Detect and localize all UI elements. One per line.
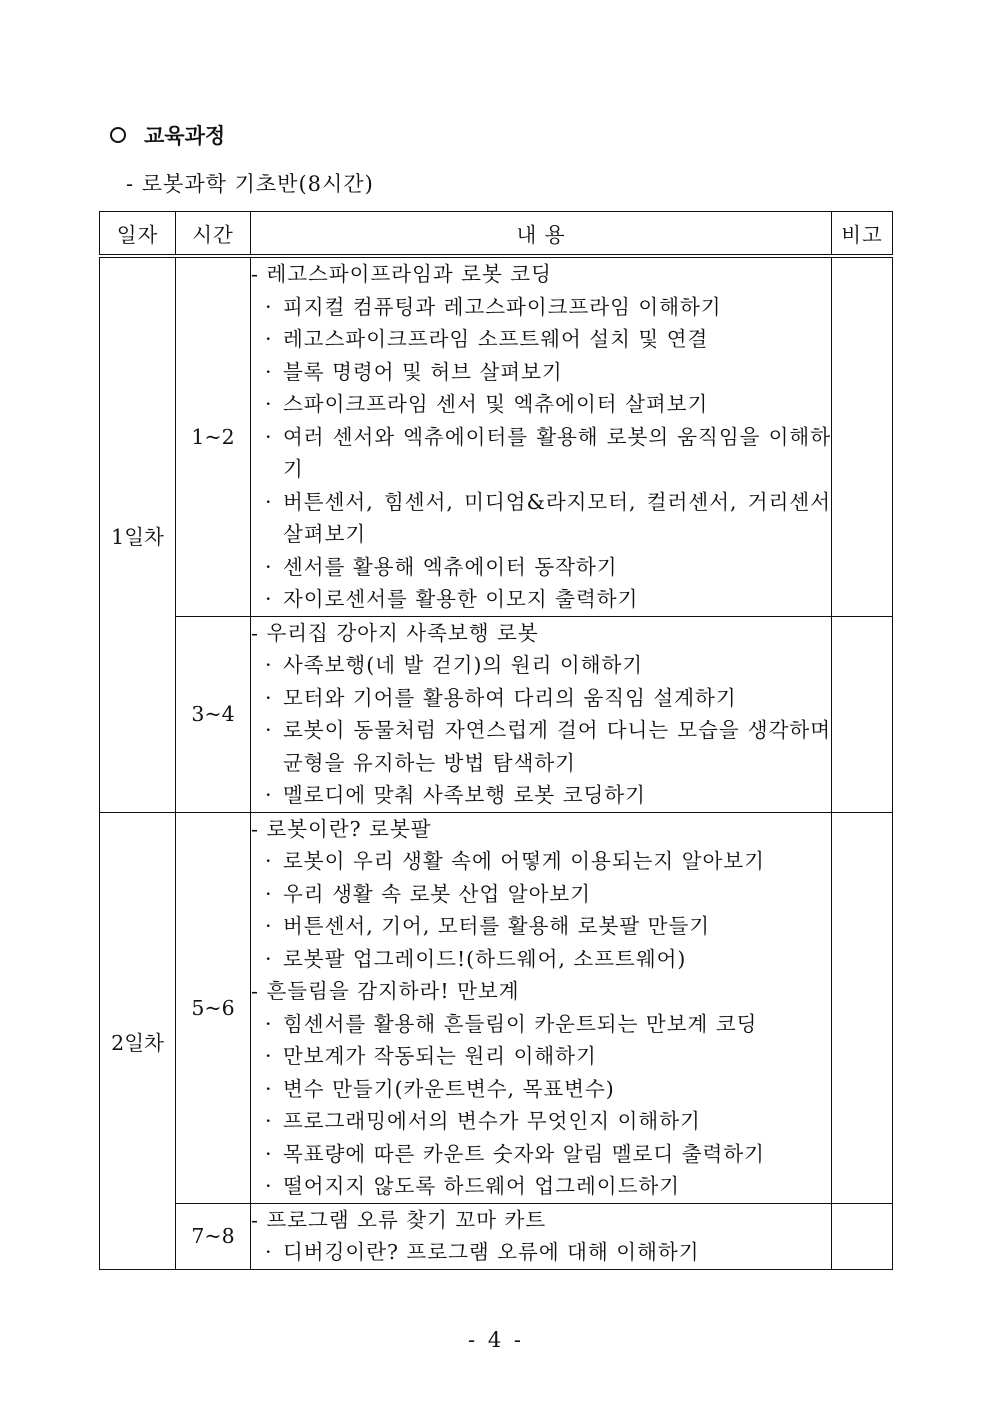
middle-dot-bullet-icon: · xyxy=(265,392,273,416)
middle-dot-bullet-icon: · xyxy=(265,1141,273,1166)
list-item xyxy=(251,421,831,486)
middle-dot-bullet-icon: · xyxy=(265,1044,273,1068)
list-item xyxy=(251,291,831,324)
list-item xyxy=(251,388,831,421)
middle-dot-bullet-icon: · xyxy=(265,1174,273,1198)
time-cell: 1~2 xyxy=(176,256,251,616)
list-item-text: 멜로디에 맞춰 사족보행 로봇 코딩하기 xyxy=(283,783,646,807)
list-item-text: 레고스파이크프라임 소프트웨어 설치 및 연결 xyxy=(283,327,709,351)
list-item-text: 프로그래밍에서의 변수가 무엇인지 이해하기 xyxy=(283,1109,701,1133)
list-item-text: 우리 생활 속 로봇 산업 알아보기 xyxy=(283,881,592,906)
list-item xyxy=(251,356,831,389)
middle-dot-bullet-icon: · xyxy=(265,359,273,384)
list-item xyxy=(251,1138,831,1171)
middle-dot-bullet-icon: · xyxy=(265,1240,273,1264)
circle-bullet-icon xyxy=(110,127,126,143)
list-item xyxy=(251,551,831,584)
content-cell xyxy=(251,1203,832,1269)
middle-dot-bullet-icon: · xyxy=(265,685,273,710)
content-cell xyxy=(251,256,832,616)
table-row xyxy=(100,812,893,1203)
list-item-text: 자이로센서를 활용한 이모지 출력하기 xyxy=(283,587,639,611)
table-header-row xyxy=(100,212,893,257)
list-item xyxy=(251,486,831,551)
list-item xyxy=(251,1105,831,1138)
list-item xyxy=(251,845,831,878)
table-row xyxy=(100,616,893,812)
list-item xyxy=(251,1008,831,1041)
content-cell xyxy=(251,812,832,1203)
middle-dot-bullet-icon: · xyxy=(265,1076,273,1101)
list-item-text: 여러 센서와 엑츄에이터를 활용해 로봇의 움직임을 이해하기 xyxy=(283,424,831,481)
page-number: - 4 - xyxy=(468,1328,524,1352)
header-content: 내 용 xyxy=(251,212,832,257)
middle-dot-bullet-icon: · xyxy=(265,1011,273,1036)
list-item-text: 만보계가 작동되는 원리 이해하기 xyxy=(283,1044,597,1068)
list-item xyxy=(251,583,831,616)
topic-title: - 로봇이란? 로봇팔 xyxy=(251,816,432,841)
day-cell: 2일차 xyxy=(100,812,176,1269)
section-heading xyxy=(110,120,225,150)
topic-title: - 레고스파이프라임과 로봇 코딩 xyxy=(251,262,552,286)
list-item-text: 사족보행(네 발 걷기)의 원리 이해하기 xyxy=(283,653,644,677)
list-item-text: 힘센서를 활용해 흔들림이 카운트되는 만보계 코딩 xyxy=(283,1011,758,1036)
list-item xyxy=(251,1170,831,1203)
middle-dot-bullet-icon: · xyxy=(265,946,273,971)
topic-title: - 프로그램 오류 찾기 꼬마 카트 xyxy=(251,1207,547,1232)
list-item xyxy=(251,714,831,779)
list-item-text: 모터와 기어를 활용하여 다리의 움직임 설계하기 xyxy=(283,685,737,710)
header-time: 시간 xyxy=(176,212,251,257)
list-item xyxy=(251,1040,831,1073)
list-item xyxy=(251,910,831,943)
list-item xyxy=(251,1073,831,1106)
list-item-text: 떨어지지 않도록 하드웨어 업그레이드하기 xyxy=(283,1174,681,1198)
middle-dot-bullet-icon: · xyxy=(265,783,273,807)
list-item-text: 피지컬 컴퓨팅과 레고스파이크프라임 이해하기 xyxy=(283,294,722,319)
note-cell xyxy=(832,812,893,1203)
list-item xyxy=(251,943,831,976)
topic-title: - 흔들림을 감지하라! 만보계 xyxy=(251,979,520,1003)
list-item-text: 목표량에 따른 카운트 숫자와 알림 멜로디 출력하기 xyxy=(283,1141,765,1166)
list-item xyxy=(251,878,831,911)
table-body xyxy=(100,256,893,1269)
middle-dot-bullet-icon: · xyxy=(265,294,273,319)
middle-dot-bullet-icon: · xyxy=(265,587,273,611)
note-cell xyxy=(832,256,893,616)
course-subheading: - 로봇과학 기초반(8시간) xyxy=(126,172,374,196)
list-item xyxy=(251,323,831,356)
topic-title: - 우리집 강아지 사족보행 로봇 xyxy=(251,620,539,645)
note-cell xyxy=(832,1203,893,1269)
list-item-text: 센서를 활용해 엑츄에이터 동작하기 xyxy=(283,554,618,579)
list-item-text: 버튼센서, 기어, 모터를 활용해 로봇팔 만들기 xyxy=(283,914,711,938)
middle-dot-bullet-icon: · xyxy=(265,554,273,579)
header-note: 비고 xyxy=(832,212,893,257)
middle-dot-bullet-icon: · xyxy=(265,327,273,351)
middle-dot-bullet-icon: · xyxy=(265,914,273,938)
middle-dot-bullet-icon: · xyxy=(265,881,273,906)
time-cell: 5~6 xyxy=(176,812,251,1203)
list-item xyxy=(251,779,831,812)
time-cell: 7~8 xyxy=(176,1203,251,1269)
list-item-text: 로봇이 우리 생활 속에 어떻게 이용되는지 알아보기 xyxy=(283,849,765,873)
middle-dot-bullet-icon: · xyxy=(265,424,273,449)
list-item-text: 스파이크프라임 센서 및 엑츄에이터 살펴보기 xyxy=(283,392,709,416)
section-heading-text: 교육과정 xyxy=(144,123,226,148)
list-item-text: 버튼센서, 힘센서, 미디엄&라지모터, 컬러센서, 거리센서 살펴보기 xyxy=(283,489,831,546)
list-item-text: 변수 만들기(카운트변수, 목표변수) xyxy=(283,1076,615,1101)
middle-dot-bullet-icon: · xyxy=(265,849,273,873)
time-cell: 3~4 xyxy=(176,616,251,812)
table-row xyxy=(100,1203,893,1269)
header-day: 일자 xyxy=(100,212,176,257)
list-item-text: 로봇팔 업그레이드!(하드웨어, 소프트웨어) xyxy=(283,946,687,971)
list-item-text: 블록 명령어 및 허브 살펴보기 xyxy=(283,359,563,384)
day-cell: 1일차 xyxy=(100,256,176,812)
curriculum-table xyxy=(99,211,893,1270)
note-cell xyxy=(832,616,893,812)
list-item xyxy=(251,682,831,715)
middle-dot-bullet-icon: · xyxy=(265,718,273,742)
middle-dot-bullet-icon: · xyxy=(265,653,273,677)
list-item-text: 로봇이 동물처럼 자연스럽게 걸어 다니는 모습을 생각하며 균형을 유지하는 방법 탐색하기 xyxy=(283,718,831,775)
content-cell xyxy=(251,616,832,812)
list-item xyxy=(251,1236,831,1269)
list-item-text: 디버깅이란? 프로그램 오류에 대해 이해하기 xyxy=(283,1240,700,1264)
middle-dot-bullet-icon: · xyxy=(265,489,273,514)
table-row xyxy=(100,256,893,616)
list-item xyxy=(251,649,831,682)
middle-dot-bullet-icon: · xyxy=(265,1109,273,1133)
